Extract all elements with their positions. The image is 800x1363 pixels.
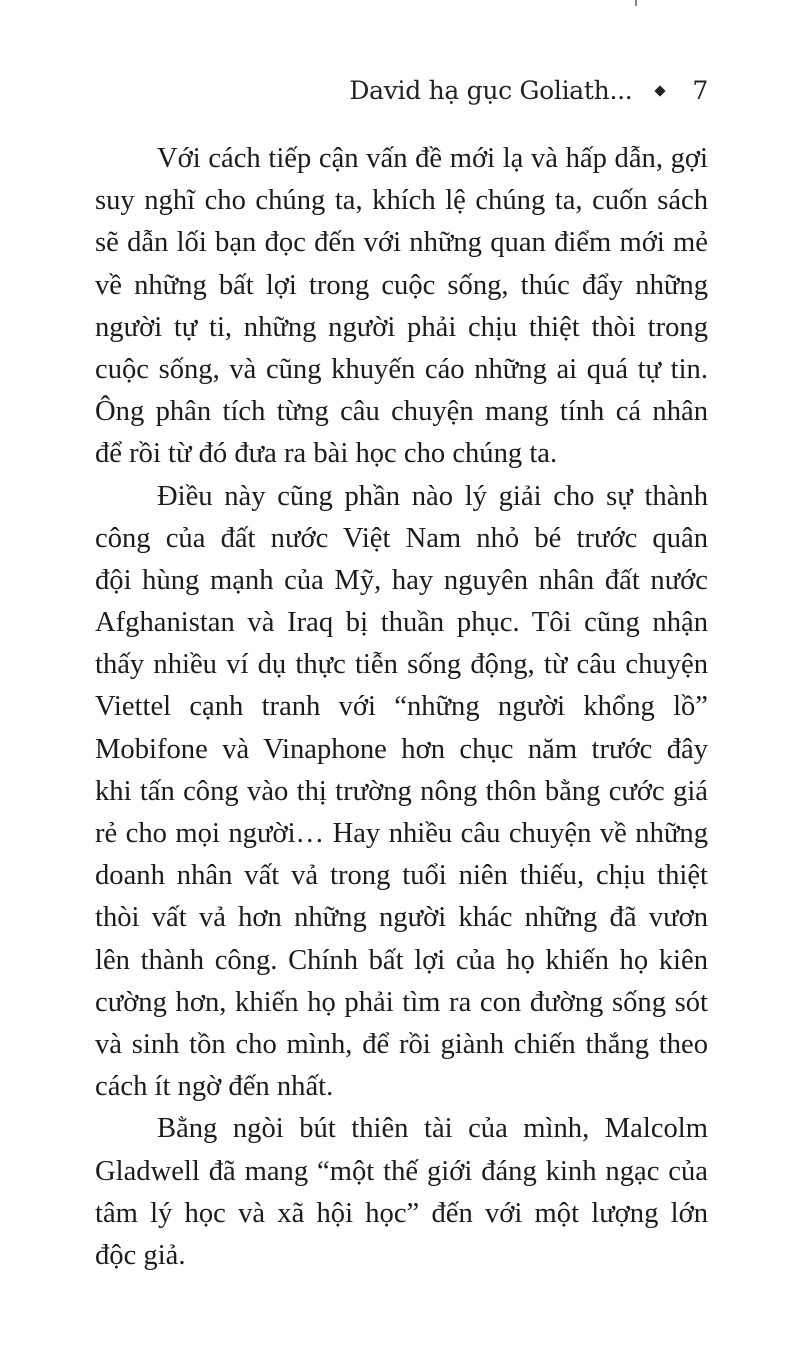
text-line: rẻ cho mọi người… Hay nhiều câu chuyện về những: [95, 818, 708, 849]
diamond-icon: [655, 85, 666, 96]
text-line: Gladwell đã mang “một thế giới đáng kinh ngạc của: [95, 1155, 708, 1187]
paragraph-3: [95, 1108, 708, 1277]
text-line: Điều này cũng phần nào lý giải cho sự thành: [157, 480, 708, 512]
text-line: tâm lý học và xã hội học” đến với một lượng lớn: [95, 1197, 708, 1229]
text-line: để rồi từ đó đưa ra bài học cho chúng ta.: [95, 438, 558, 470]
body-text: [95, 138, 708, 1277]
text-line: công của đất nước Việt Nam nhỏ bé trước quân: [95, 522, 708, 554]
text-line: về những bất lợi trong cuộc sống, thúc đẩy những: [95, 269, 708, 301]
text-line: cuộc sống, và cũng khuyến cáo những ai quá tự tin.: [95, 353, 708, 385]
text-line: thấy nhiều ví dụ thực tiễn sống động, từ câu chuyện: [95, 649, 708, 681]
text-line: Ông phân tích từng câu chuyện mang tính cá nhân: [95, 396, 708, 428]
text-line: suy nghĩ cho chúng ta, khích lệ chúng ta, cuốn sách: [95, 185, 708, 217]
paragraph-2: [95, 476, 708, 1109]
text-line: Bằng ngòi bút thiên tài của mình, Malcolm: [157, 1113, 708, 1145]
text-line: sẽ dẫn lối bạn đọc đến với những quan điểm mới mẻ: [95, 227, 708, 259]
text-line: và sinh tồn cho mình, để rồi giành chiến thắng theo: [95, 1028, 708, 1060]
text-line: thòi vất vả hơn những người khác những đã vươn: [95, 902, 708, 934]
text-line: độc giả.: [95, 1239, 186, 1271]
paragraph-1: [95, 138, 708, 476]
text-line: người tự ti, những người phải chịu thiệt thòi trong: [95, 311, 708, 343]
text-line: Mobifone và Vinaphone hơn chục năm trước đây: [95, 733, 708, 765]
running-title: David hạ gục Goliath...: [349, 76, 633, 105]
running-header: [349, 76, 708, 105]
text-line: Afghanistan và Iraq bị thuần phục. Tôi cũng nhận: [95, 607, 708, 639]
text-line: khi tấn công vào thị trường nông thôn bằng cước giá: [95, 775, 708, 807]
text-line: lên thành công. Chính bất lợi của họ khiến họ kiên: [95, 944, 708, 976]
text-line: doanh nhân vất vả trong tuổi niên thiếu, chịu thiệt: [95, 860, 708, 892]
text-line: đội hùng mạnh của Mỹ, hay nguyên nhân đất nước: [95, 564, 708, 596]
text-line: cách ít ngờ đến nhất.: [95, 1071, 334, 1103]
text-line: cường hơn, khiến họ phải tìm ra con đường sống sót: [95, 986, 708, 1018]
scan-mark: [635, 0, 637, 6]
text-line: Viettel cạnh tranh với “những người khổng lồ”: [95, 691, 708, 723]
page-number: 7: [692, 76, 708, 105]
text-line: Với cách tiếp cận vấn đề mới lạ và hấp dẫn, gợi: [157, 143, 708, 174]
